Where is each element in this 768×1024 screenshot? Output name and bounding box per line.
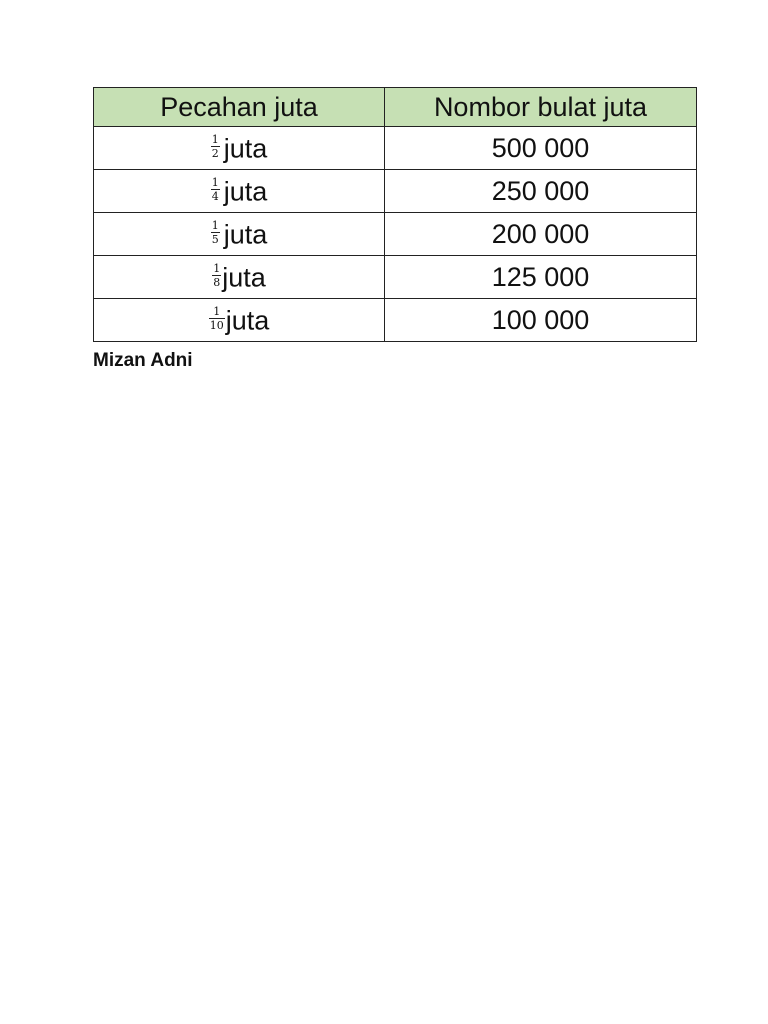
fraction-denominator: 4	[211, 190, 219, 204]
fraction-cell	[94, 170, 385, 213]
value-cell: 200 000	[385, 213, 697, 256]
value-cell: 250 000	[385, 170, 697, 213]
fraction-numerator: 1	[209, 306, 225, 319]
unit-label: juta	[225, 305, 270, 336]
fraction	[211, 134, 220, 159]
fraction-denominator: 8	[213, 276, 221, 290]
unit-label: juta	[223, 176, 268, 207]
table-row	[94, 170, 697, 213]
fraction-cell	[94, 256, 385, 299]
header-pecahan-juta: Pecahan juta	[94, 88, 385, 127]
fraction-cell	[94, 299, 385, 342]
unit-label: juta	[223, 219, 268, 250]
fraction-million-table	[93, 87, 697, 342]
fraction	[211, 220, 220, 245]
value-cell: 500 000	[385, 127, 697, 170]
fraction-denominator: 10	[209, 319, 224, 333]
author-name: Mizan Adni	[93, 350, 193, 371]
fraction-denominator: 5	[211, 233, 219, 247]
unit-label: juta	[223, 133, 268, 164]
table-row	[94, 256, 697, 299]
fraction-denominator: 2	[211, 147, 219, 161]
fraction-numerator: 1	[211, 176, 219, 190]
table-header-row	[94, 88, 697, 127]
table-row	[94, 213, 697, 256]
fraction	[212, 263, 221, 288]
fraction-cell	[94, 127, 385, 170]
value-cell: 100 000	[385, 299, 697, 342]
header-nombor-bulat-juta: Nombor bulat juta	[385, 88, 697, 127]
fraction	[209, 306, 225, 331]
table-row	[94, 299, 697, 342]
unit-label: juta	[222, 262, 266, 293]
value-cell: 125 000	[385, 256, 697, 299]
fraction-numerator: 1	[213, 262, 221, 276]
fraction	[211, 177, 220, 202]
fraction-numerator: 1	[211, 219, 219, 233]
fraction-numerator: 1	[211, 133, 219, 147]
fraction-cell	[94, 213, 385, 256]
table-row	[94, 127, 697, 170]
